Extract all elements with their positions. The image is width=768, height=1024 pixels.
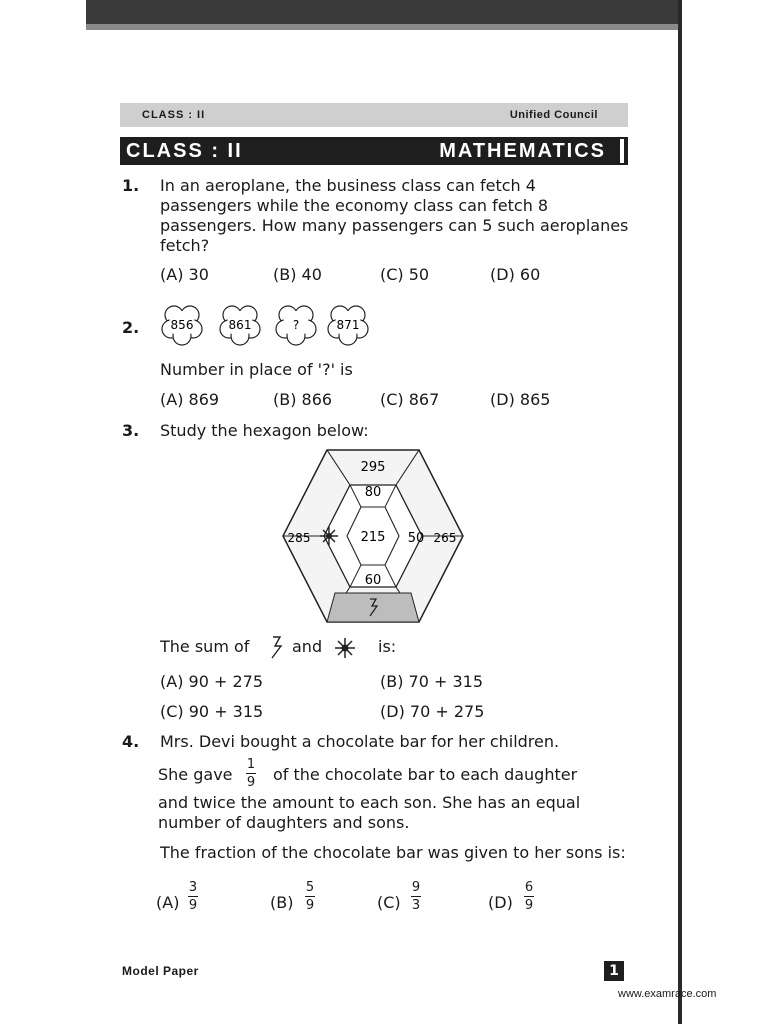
q3-option-d: (D) 70 + 275	[380, 702, 485, 721]
flower-icon	[220, 306, 260, 345]
fraction-numerator: 3	[188, 880, 198, 895]
q4-option-d-label: (D)	[488, 893, 513, 912]
header-class: CLASS : II	[142, 109, 206, 121]
hexagon-center-value: 215	[360, 530, 386, 545]
flower-sequence	[155, 297, 375, 353]
q4-option-c-fraction	[411, 880, 421, 913]
title-bar	[120, 137, 628, 165]
q4-line: of the chocolate bar to each daughter	[273, 765, 578, 784]
fraction-numerator: 1	[246, 757, 256, 772]
q4-line: number of daughters and sons.	[158, 813, 410, 832]
q3-sum-and: and	[292, 637, 323, 656]
q2-option-d: (D) 865	[490, 390, 551, 409]
hexagon-lower-value: 60	[364, 573, 382, 588]
q2-question: Number in place of '?' is	[160, 360, 353, 379]
flower-value: 871	[336, 318, 360, 332]
q4-option-d-fraction	[524, 880, 534, 913]
title-bar-end-mark	[620, 139, 624, 163]
q3-option-a: (A) 90 + 275	[160, 672, 263, 691]
q1-option-d: (D) 60	[490, 265, 541, 284]
q1-line: fetch?	[160, 236, 210, 255]
q1-option-a: (A) 30	[160, 265, 209, 284]
hexagon-left-outer-value: 285	[287, 531, 311, 545]
title-subject: MATHEMATICS	[439, 140, 606, 162]
q4-option-c-label: (C)	[377, 893, 401, 912]
title-class: CLASS : II	[126, 140, 243, 162]
q2-number: 2.	[122, 318, 140, 337]
star-icon	[333, 636, 357, 660]
fraction-denominator: 3	[411, 898, 421, 913]
q4-option-b-fraction	[305, 880, 315, 913]
flower-icon	[328, 306, 368, 345]
q3-question: Study the hexagon below:	[160, 421, 369, 440]
scan-shadow-band	[86, 24, 682, 30]
q1-line: passengers. How many passengers can 5 such aeroplanes	[160, 216, 629, 235]
q2-option-c: (C) 867	[380, 390, 440, 409]
q3-sum-prefix: The sum of	[160, 637, 250, 656]
fraction-bar	[188, 896, 198, 897]
q4-inline-fraction	[246, 757, 256, 790]
q3-option-c: (C) 90 + 315	[160, 702, 264, 721]
q1-option-b: (B) 40	[273, 265, 322, 284]
fraction-bar	[305, 896, 315, 897]
fraction-bar	[246, 773, 256, 774]
lightning-icon	[266, 634, 286, 660]
flower-icon	[162, 306, 202, 345]
q1-line: passengers while the economy class can fetch 8	[160, 196, 549, 215]
flower-icon	[276, 306, 316, 345]
fraction-bar	[411, 896, 421, 897]
q4-number: 4.	[122, 732, 140, 751]
q1-number: 1.	[122, 176, 140, 195]
q3-sum-suffix: is:	[378, 637, 397, 656]
running-header	[120, 103, 628, 127]
fraction-numerator: 6	[524, 880, 534, 895]
hexagon-top-value: 295	[360, 460, 386, 475]
q2-option-b: (B) 866	[273, 390, 333, 409]
page-right-edge	[678, 0, 682, 1024]
q2-option-a: (A) 869	[160, 390, 220, 409]
fraction-denominator: 9	[246, 775, 256, 790]
footer-label: Model Paper	[122, 964, 199, 978]
page-number: 1	[604, 961, 624, 981]
hexagon-figure	[282, 447, 464, 625]
flower-value: 856	[170, 318, 194, 332]
q1-line: In an aeroplane, the business class can fetch 4	[160, 176, 536, 195]
fraction-bar	[524, 896, 534, 897]
q4-line: The fraction of the chocolate bar was given to her sons is:	[160, 843, 626, 862]
hexagon-right-outer-value: 265	[433, 531, 457, 545]
fraction-denominator: 9	[305, 898, 315, 913]
fraction-numerator: 9	[411, 880, 421, 895]
flower-value: ?	[292, 318, 300, 332]
q3-option-b: (B) 70 + 315	[380, 672, 484, 691]
q1-option-c: (C) 50	[380, 265, 430, 284]
q4-option-a-label: (A)	[156, 893, 180, 912]
flower-value: 861	[228, 318, 252, 332]
hexagon-upper-value: 80	[364, 485, 382, 500]
hexagon-right-inner-value: 50	[407, 531, 425, 546]
q4-option-a-fraction	[188, 880, 198, 913]
fraction-denominator: 9	[524, 898, 534, 913]
header-publisher: Unified Council	[509, 109, 598, 121]
q4-line: Mrs. Devi bought a chocolate bar for her children.	[160, 732, 560, 751]
fraction-numerator: 5	[305, 880, 315, 895]
source-url: www.examrace.com	[618, 988, 717, 1000]
q4-option-b-label: (B)	[270, 893, 294, 912]
q3-number: 3.	[122, 421, 140, 440]
q4-line: and twice the amount to each son. She has an equal	[158, 793, 581, 812]
q4-line: She gave	[158, 765, 233, 784]
fraction-denominator: 9	[188, 898, 198, 913]
